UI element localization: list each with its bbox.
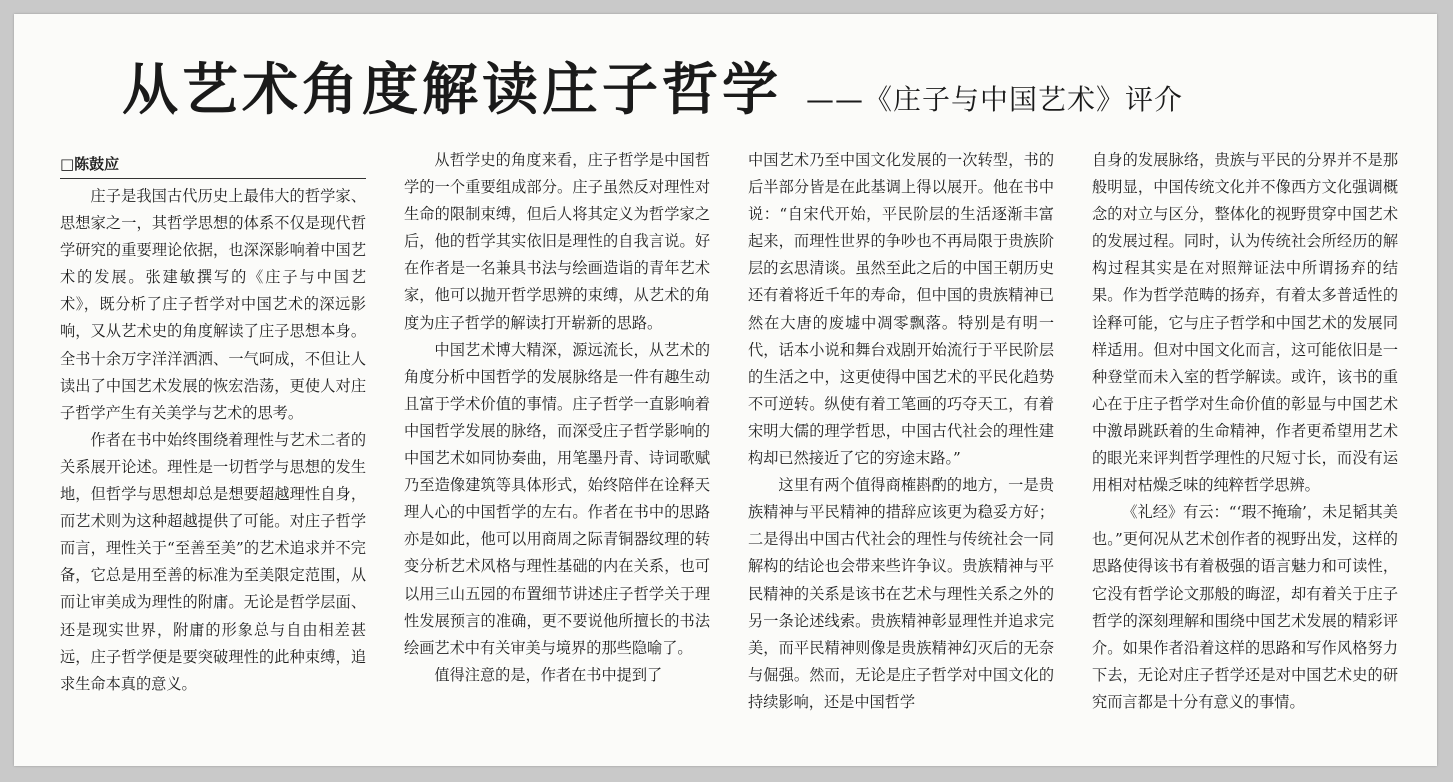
- article-headline: [122, 46, 1183, 126]
- paragraph: 这里有两个值得商榷斟酌的地方，一是贵族精神与平民精神的措辞应该更为稳妥方好；二是得出中国古代社会的理性与传统社会一同解构的结论也会带来些许争议。贵族精神与平民精神的关系是该书在艺术与理性关系之外的另一条论述线索。贵族精神彰显理性并追求完美，而平民精神则像是贵族精神幻灭后的无奈与倔强。然而，无论是庄子哲学对中国文化的持续影响，还是中国哲学: [748, 476, 1054, 711]
- paragraph-continued: 自身的发展脉络，贵族与平民的分界并不是那般明显，中国传统文化并不像西方文化强调概念的对立与区分，整体化的视野贯穿中国艺术的发展过程。同时，认为传统社会所经历的解构过程其实是在对照辩证法中所谓扬弃的结果。作为哲学范畴的扬弃，有着太多普适性的诠释可能，它与庄子哲学和中国艺术的发展同样适用。但对中国文化而言，这可能依旧是一种登堂而未入室的哲学解读。或许，该书的重心在于庄子哲学对生命价值的彰显与中国艺术中激昂跳跃着的生命精神，作者更希望用艺术的眼光来评判哲学理性的尺短寸长，而没有运用相对枯燥乏味的纯粹哲学思辨。: [1092, 151, 1398, 495]
- paragraph: 作者在书中始终围绕着理性与艺术二者的关系展开论述。理性是一切哲学与思想的发生地，但哲学与思想却总是想要超越理性自身，而艺术则为这种超越提供了可能。对庄子哲学而言，理性关于“至善至美”的艺术追求并不完备，它总是用至善的标准为至美限定范围，从而让审美成为理性的附庸。无论是哲学层面、还是现实世界，附庸的形象总与自由相差甚远，庄子哲学便是要突破理性的此种束缚，追求生命本真的意义。: [60, 430, 366, 693]
- paragraph: 中国艺术博大精深，源远流长，从艺术的角度分析中国哲学的发展脉络是一件有趣生动且富于学术价值的事情。庄子哲学一直影响着中国哲学发展的脉络，而深受庄子哲学影响的中国艺术如同协奏曲，用笔墨丹青、诗词歌赋乃至造像建筑等具体形式，始终陪伴在诠释天理人心的中国哲学的左右。作者在书中的思路亦是如此，他可以用商周之际青铜器纹理的转变分析艺术风格与理性基础的内在关系，也可以用三山五园的布置细节讲述庄子哲学关于理性发展预言的准确，更不要说他所擅长的书法绘画艺术中有关审美与境界的那些隐喻了。: [404, 340, 710, 657]
- article-title: 从艺术角度解读庄子哲学: [122, 58, 782, 123]
- text-column-2: [404, 147, 710, 747]
- paragraph-continued: 中国艺术乃至中国文化发展的一次转型，书的后半部分皆是在此基调上得以展开。他在书中说：“自宋代开始，平民阶层的生活逐渐丰富起来，而理性世界的争吵也不再局限于贵族阶层的玄思清谈。虽然至此之后的中国王朝历史还有着将近千年的寿命，但中国的贵族精神已然在大唐的废墟中凋零飘落。特别是有明一代，话本小说和舞台戏剧开始流行于平民阶层的生活之中，这更使得中国艺术的平民化趋势不可逆转。纵使有着工笔画的巧夺天工，有着宋明大儒的理学哲思，中国古代社会的理性建构却已然接近了它的穷途末路。”: [748, 151, 1054, 468]
- article-subtitle: ——《庄子与中国艺术》评介: [806, 83, 1184, 116]
- paragraph: 从哲学史的角度来看，庄子哲学是中国哲学的一个重要组成部分。庄子虽然反对理性对生命的限制束缚，但后人将其定义为哲学家之后，他的哲学其实依旧是理性的自我言说。好在作者是一名兼具书法与绘画造诣的青年艺术家，他可以抛开哲学思辨的束缚，从艺术的角度为庄子哲学的解读打开崭新的思路。: [404, 151, 710, 332]
- paragraph: 值得注意的是，作者在书中提到了: [434, 665, 663, 684]
- author-byline: □陈鼓应: [60, 144, 366, 179]
- text-column-3: [748, 147, 1054, 747]
- paragraph: 《礼经》有云：“‘瑕不掩瑜’，未足韬其美也。”更何况从艺术创作者的视野出发，这样的思路使得该书有着极强的语言魅力和可读性，它没有哲学论文那般的晦涩，却有着关于庄子哲学的深刻理解和围绕中国艺术发展的精彩评介。如果作者沿着这样的思路和写作风格努力下去，无论对庄子哲学还是对中国艺术史的研究而言都是十分有意义的事情。: [1092, 503, 1398, 711]
- text-column-4: [1092, 147, 1398, 747]
- text-column-1: [60, 144, 366, 744]
- newspaper-page: [14, 14, 1437, 766]
- paragraph: 庄子是我国古代历史上最伟大的哲学家、思想家之一，其哲学思想的体系不仅是现代哲学研究的重要理论依据，也深深影响着中国艺术的发展。张建敏撰写的《庄子与中国艺术》，既分析了庄子哲学对中国艺术的深远影响，又从艺术史的角度解读了庄子思想本身。全书十余万字洋洋洒洒、一气呵成，不但让人读出了中国艺术发展的恢宏浩荡，更使人对庄子哲学产生有关美学与艺术的思考。: [60, 187, 366, 422]
